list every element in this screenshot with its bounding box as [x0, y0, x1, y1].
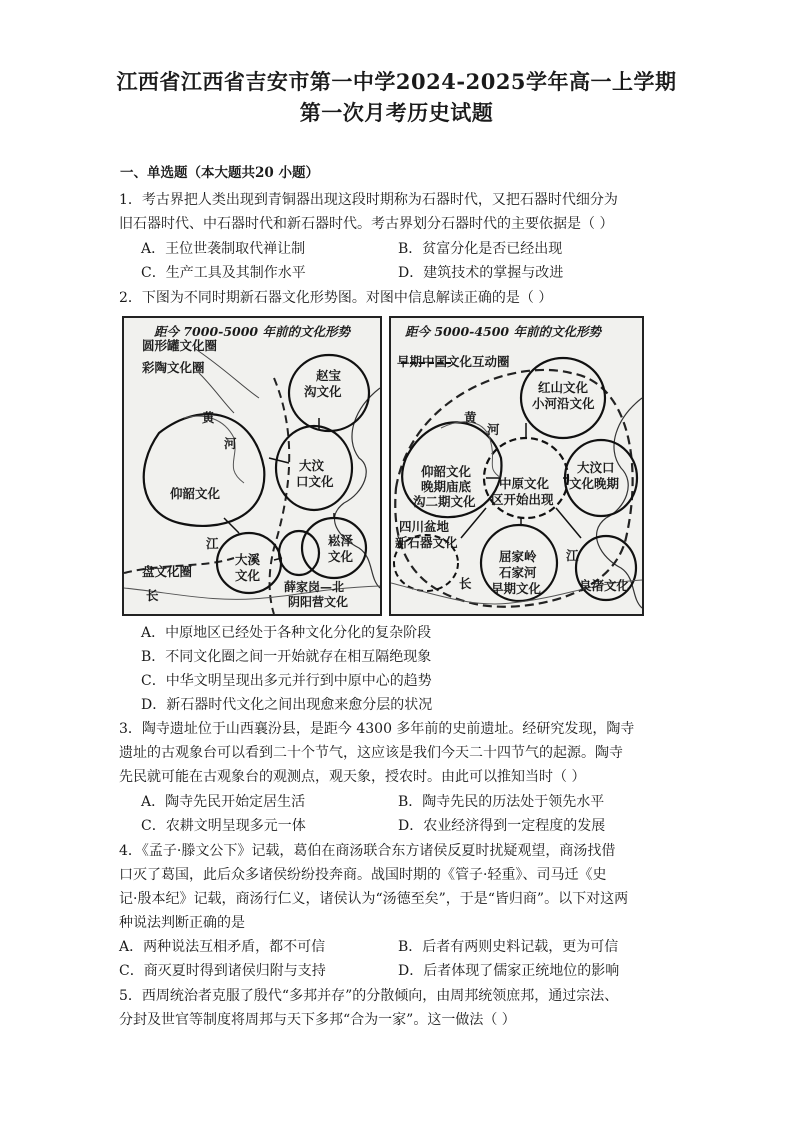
map-left-legend-2: 彩陶文化圈	[142, 360, 205, 375]
map-right-qujialing-2: 石家河	[499, 565, 537, 580]
map-left-songze-2: 文化	[328, 549, 354, 564]
map-right-legend: 早期中国文化互动圈	[397, 354, 510, 369]
section-heading: 一、单选题（本大题共20 小题）	[120, 165, 319, 181]
map-right-river-he: 河	[487, 422, 500, 437]
map-right-hongshan-2: 小河沿文化	[532, 396, 595, 411]
q5-stem-line2: 分封及世官等制度将周邦与天下多邦“合为一家”。这一做法（ ）	[119, 1012, 516, 1028]
q4-stem-line2: 口灭了葛国，此后众多诸侯纷纷投奔商。战国时期的《管子·轻重》、司马迁《史	[119, 867, 607, 883]
q3-option-d: D．农业经济得到一定程度的发展	[398, 818, 606, 834]
q4-option-c: C．商灭夏时得到诸侯归附与支持	[119, 963, 326, 979]
q2-stem: 2．下图为不同时期新石器文化形势图。对图中信息解读正确的是（ ）	[119, 290, 553, 306]
map-left-dawenkou-2: 口文化	[296, 474, 334, 489]
page-title-line1: 江西省江西省吉安市第一中学2024-2025学年高一上学期	[116, 69, 677, 94]
map-right-title: 距今 5000-4500 年前的文化形势	[405, 324, 601, 339]
q2-option-d: D．新石器时代文化之间出现愈来愈分层的状况	[141, 697, 433, 713]
map-left-zhaobao-2: 沟文化	[304, 384, 342, 399]
map-left-river-huang: 黄	[202, 410, 215, 425]
q3-option-c: C．农耕文明呈现多元一体	[141, 818, 306, 834]
q2-option-b: B．不同文化圈之间一开始就存在相互隔绝现象	[141, 649, 432, 665]
map-left-xuejiagang: 薛家岗—北	[284, 580, 345, 594]
q2-option-c: C．中华文明呈现出多元并行到中原中心的趋势	[141, 673, 432, 689]
q1-stem-line2: 旧石器时代、中石器时代和新石器时代。考古界划分石器时代的主要依据是（ ）	[119, 216, 614, 232]
q3-stem-line3: 先民就可能在古观象台的观测点，观天象，授农时。由此可以推知当时（ ）	[119, 769, 586, 785]
map-right-yangshao-1: 仰韶文化	[421, 464, 472, 479]
map-left-daxi-2: 文化	[235, 568, 261, 583]
map-left-yinyangying: 阴阳营文化	[288, 595, 349, 609]
map-right-qujialing-1: 屈家岭	[499, 549, 537, 564]
map-right-yangshao-3: 沟二期文化	[413, 494, 476, 509]
q4-option-d: D．后者体现了儒家正统地位的影响	[398, 963, 620, 979]
map-left-chang: 长	[146, 588, 159, 603]
map-right-yangshao-2: 晚期庙底	[421, 479, 472, 494]
map-left-river-he: 河	[224, 436, 237, 451]
q1-option-b: B．贫富分化是否已经出现	[398, 241, 563, 257]
map-left-zhaobao-1: 赵宝	[316, 368, 342, 383]
map-right-zhongyuan-2: 区开始出现	[491, 492, 554, 507]
map-left-title: 距今 7000-5000 年前的文化形势	[154, 324, 350, 339]
q3-option-b: B．陶寺先民的历法处于领先水平	[398, 794, 605, 810]
map-right-river-huang: 黄	[464, 410, 477, 425]
q1-stem-line1: 1．考古界把人类出现到青铜器出现这段时期称为石器时代，又把石器时代细分为	[119, 192, 618, 208]
q5-stem-line1: 5．西周统治者克服了殷代“多邦并存”的分散倾向，由周邦统领庶邦，通过宗法、	[119, 988, 619, 1004]
q4-stem-line3: 记·殷本纪》记载，商汤行仁义，诸侯认为“汤德至矣”，于是“皆归商”。以下对这两	[119, 891, 629, 907]
map-left-legend-1: 圆形罐文化圈	[142, 338, 218, 353]
map-right	[389, 316, 644, 616]
map-left-dawenkou-1: 大汶	[299, 458, 325, 473]
map-right-sichuan-2: 新石器文化	[395, 535, 458, 550]
q3-stem-line2: 遗址的古观象台可以看到二十个节气，这应该是我们今天二十四节气的起源。陶寺	[119, 745, 623, 761]
q3-stem-line1: 3．陶寺遗址位于山西襄汾县，是距今 4300 多年前的史前遗址。经研究发现，陶寺	[119, 721, 635, 737]
map-right-qujialing-3: 早期文化	[491, 581, 542, 596]
q4-option-a: A．两种说法互相矛盾，都不可信	[119, 939, 326, 955]
map-left-yangshao: 仰韶文化	[170, 486, 221, 501]
map-right-sichuan-1: 四川盆地	[399, 519, 450, 534]
map-left	[122, 316, 382, 616]
map-right-chang: 长	[459, 576, 472, 591]
map-right-hongshan-1: 红山文化	[538, 380, 589, 395]
map-left-jiang: 江	[206, 536, 219, 551]
q4-stem-line4: 种说法判断正确的是	[119, 915, 245, 931]
q1-option-d: D．建筑技术的掌握与改进	[398, 265, 564, 281]
q4-option-b: B．后者有两则史料记载，更为可信	[398, 939, 619, 955]
map-left-songze-1: 崧泽	[328, 533, 354, 548]
map-left-fuwenhua: 盘文化圈	[142, 564, 193, 579]
q4-stem-line1: 4．《孟子·滕文公下》记载，葛伯在商汤联合东方诸侯反夏时扰疑观望，商汤找借	[119, 843, 616, 859]
q1-option-c: C．生产工具及其制作水平	[141, 265, 306, 281]
map-right-dawenkou-1: 大汶口	[577, 460, 615, 475]
q2-option-a: A．中原地区已经处于各种文化分化的复杂阶段	[141, 625, 432, 641]
q1-option-a: A．王位世袭制取代禅让制	[141, 241, 306, 257]
map-right-liangzhu: 良渚文化	[579, 578, 630, 593]
map-left-daxi-1: 大溪	[235, 552, 261, 567]
q3-option-a: A．陶寺先民开始定居生活	[141, 794, 306, 810]
map-right-jiang: 江	[566, 548, 579, 563]
page-title-line2: 第一次月考历史试题	[299, 100, 494, 125]
map-right-dawenkou-2: 文化晚期	[569, 476, 620, 491]
map-right-zhongyuan-1: 中原文化	[499, 476, 550, 491]
